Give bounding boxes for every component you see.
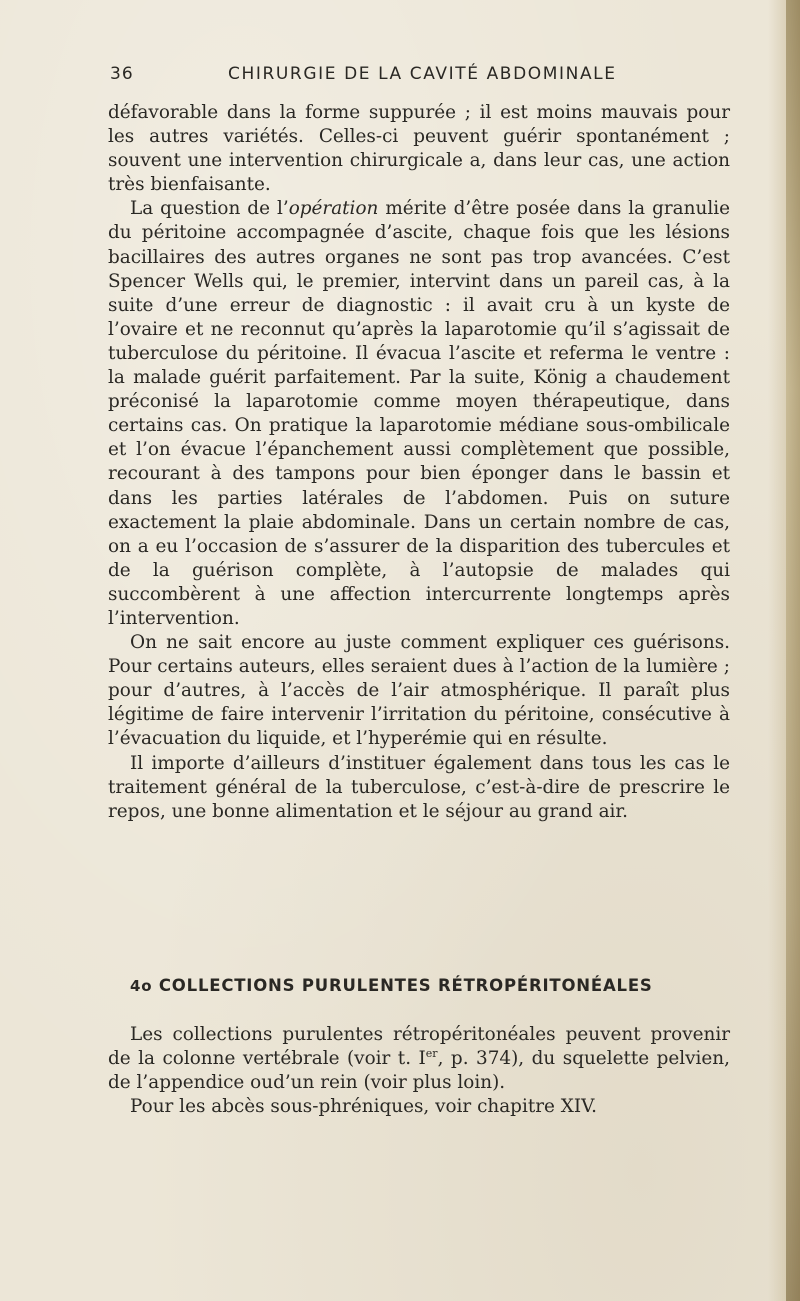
paragraph-operation-start: La question de l’ bbox=[130, 198, 289, 220]
paragraph-explanation: On ne sait encore au juste comment expliquer ces guérisons. Pour certains auteurs, elles seraient dues à l’action de la lumière ; pour d’autres, à l’accès de l’air atmosphérique. Il paraît plus légitime de faire intervenir l’irritation du péritoine, consécutive à l’évacuation du liquide, et l’hyperémie qui en résulte. bbox=[108, 632, 730, 750]
running-title: CHIRURGIE DE LA CAVITÉ ABDOMINALE bbox=[228, 64, 617, 84]
running-header bbox=[110, 64, 732, 88]
paragraph-collections bbox=[108, 1023, 730, 1095]
section-title: COLLECTIONS PURULENTES RÉTROPÉRITONÉALES bbox=[158, 976, 653, 995]
paragraph-operation-rest: mérite d’être posée dans la granulie du péritoine accompagnée d’ascite, chaque fois que les lésions bacillaires des autres organes ne sont pas trop avancées. C’est Spencer Wells qui, le premier, intervint dans un pareil cas, à la suite d’une erreur de diagnostic : il avait cru à un kyste de l’ovaire et ne reconnut qu’après la laparotomie qu’il s’agissait de tuberculose du péritoine. Il évacua l’ascite et referma le ventre : la malade guérit parfaitement. Par la suite, König a chaudement préconisé la laparotomie comme moyen thérapeutique, dans certains cas. On pratique la laparotomie médiane sous-ombilicale et l’on évacue l’épanchement aussi complètement que possible, recourant à des tampons pour bien éponger dans le bassin et dans les parties latérales de l’abdomen. Puis on suture exactement la plaie abdominale. Dans un certain nombre de cas, on a eu l’occasion de s’assurer de la disparition des tubercules et de la guérison complète, à l’autopsie de malades qui succombèrent à une affection intercurrente longtemps après l’intervention. bbox=[108, 198, 730, 629]
paragraph-operation bbox=[108, 197, 730, 631]
paragraph-general-treatment: Il importe d’ailleurs d’instituer également dans tous les cas le traitement général de la tuberculose, c’est-à-dire de prescrire le repos, une bonne alimentation et le séjour au grand air. bbox=[108, 752, 730, 822]
page-number: 36 bbox=[110, 64, 134, 84]
paragraph-operation-emphasis: opération bbox=[288, 198, 379, 220]
superscript-er: er bbox=[425, 1046, 438, 1060]
paragraph-subphrenic: Pour les abcès sous-phréniques, voir chapitre XIV. bbox=[130, 1096, 598, 1118]
section-number: 4o bbox=[130, 977, 153, 995]
section-heading bbox=[130, 976, 730, 995]
paragraph-continued: défavorable dans la forme suppurée ; il est moins mauvais pour les autres variétés. Celles-ci peuvent guérir spontanément ; souvent une intervention chirurgicale a, dans leur cas, une action très bienfaisante. bbox=[108, 102, 730, 196]
body-text bbox=[108, 101, 730, 824]
paragraph-collections-start: Les collections purulentes rétropéritonéales peuvent provenir de la colonne vertébrale (voir t. I bbox=[108, 1024, 730, 1070]
section-text bbox=[108, 1023, 730, 1119]
page-edge-stain bbox=[786, 0, 800, 1301]
paragraph-collections-rest: , p. 374), du squelette pelvien, de l’appendice oud’un rein (voir plus loin). bbox=[108, 1048, 730, 1094]
